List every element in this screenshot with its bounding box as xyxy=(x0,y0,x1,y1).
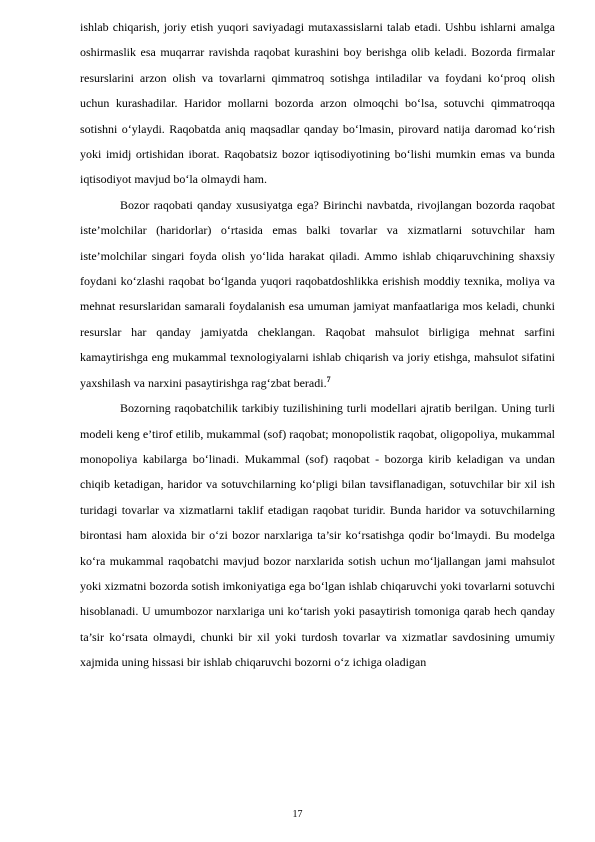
paragraph-2 xyxy=(80,193,555,396)
paragraph-3 xyxy=(80,396,555,675)
document-page xyxy=(80,15,555,676)
paragraph-3-text: Bozorning raqobatchilik tarkibiy tuzilishining turli modellari ajratib berilgan. Uning turli modeli keng e’tirof etilib, mukammal (sof) raqobat; monopolistik raqobat, oligopoliya, mukammal monopoliya kabilarga bo‘linadi. Mukammal (sof) raqobat - bozorga kirib keladigan va undan chiqib ketadigan, haridor va sotuvchilarning ko‘pligi bilan tavsiflanadigan, sotuvchilar bir xil ish turidagi tovarlar va xizmatlarni taklif etadigan raqobat turidir. Bunda haridor va sotuvchilarning birontasi ham aloxida bir o‘zi bozor narxlariga ta’sir ko‘rsatishga qodir bo‘lmaydi. Bu modelga ko‘ra mukammal raqobatchi mavjud bozor narxlarida sotish uchun mo‘ljallangan jami mahsulot yoki xizmatni bozorda sotish imkoniyatiga ega bo‘lgan ishlab chiqaruvchi yoki tovarlarni sotuvchi hisoblanadi. U umumbozor narxlariga uni ko‘tarish yoki pasaytirish tomoniga qarab hech qanday ta’sir ko‘rsata olmaydi, chunki bir xil yoki turdosh tovarlar va xizmatlar savdosining umumiy xajmida uning hissasi bir ishlab chiqaruvchi bozorni o‘z ichiga oladigan xyxy=(80,401,555,670)
page-number: 17 xyxy=(292,809,303,820)
footnote-marker[interactable]: 7 xyxy=(326,374,331,384)
paragraph-2-text: Bozor raqobati qanday xususiyatga ega? Birinchi navbatda, rivojlangan bozorda raqobat iste’molchilar (haridorlar) o‘rtasida emas balki tovarlar va xizmatlarni sotuvchilar ham iste’molchilar singari foyda olish yo‘lida harakat qiladi. Ammo ishlab chiqaruvchining shaxsiy foydani ko‘zlashi raqobat bo‘lganda yuqori raqobatdoshlikka erishish moddiy texnika, moliya va mehnat resurslaridan samarali foydalanish esa umuman jamiyat manfaatlariga mos keladi, chunki resurslar har qanday jamiyatda cheklangan. Raqobat mahsulot birligiga mehnat sarfini kamaytirishga eng mukammal texnologiyalarni ishlab chiqarish va joriy etishga, mahsulot sifatini yaxshilash va narxini pasaytirishga rag‘zbat beradi. xyxy=(80,197,555,390)
paragraph-1-text: ishlab chiqarish, joriy etish yuqori saviyadagi mutaxassislarni talab etadi. Ushbu ishlarni amalga oshirmaslik esa muqarrar ravishda raqobat kurashini boy berishga olib keladi. Bozorda firmalar resurslarini arzon olish va tovarlarni qimmatroq sotishga intiladilar va foydani ko‘proq olish uchun kurashadilar. Haridor mollarni bozorda arzon olmoqchi bo‘lsa, sotuvchi qimmatroqqa sotishni o‘ylaydi. Raqobatda aniq maqsadlar qanday bo‘lmasin, pirovard natija daromad ko‘rish yoki imidj ortishidan iborat. Raqobatsiz bozor iqtisodiyotining bo‘lishi mumkin emas va bunda iqtisodiyot mavjud bo‘la olmaydi ham. xyxy=(80,20,555,187)
paragraph-1 xyxy=(80,15,555,193)
